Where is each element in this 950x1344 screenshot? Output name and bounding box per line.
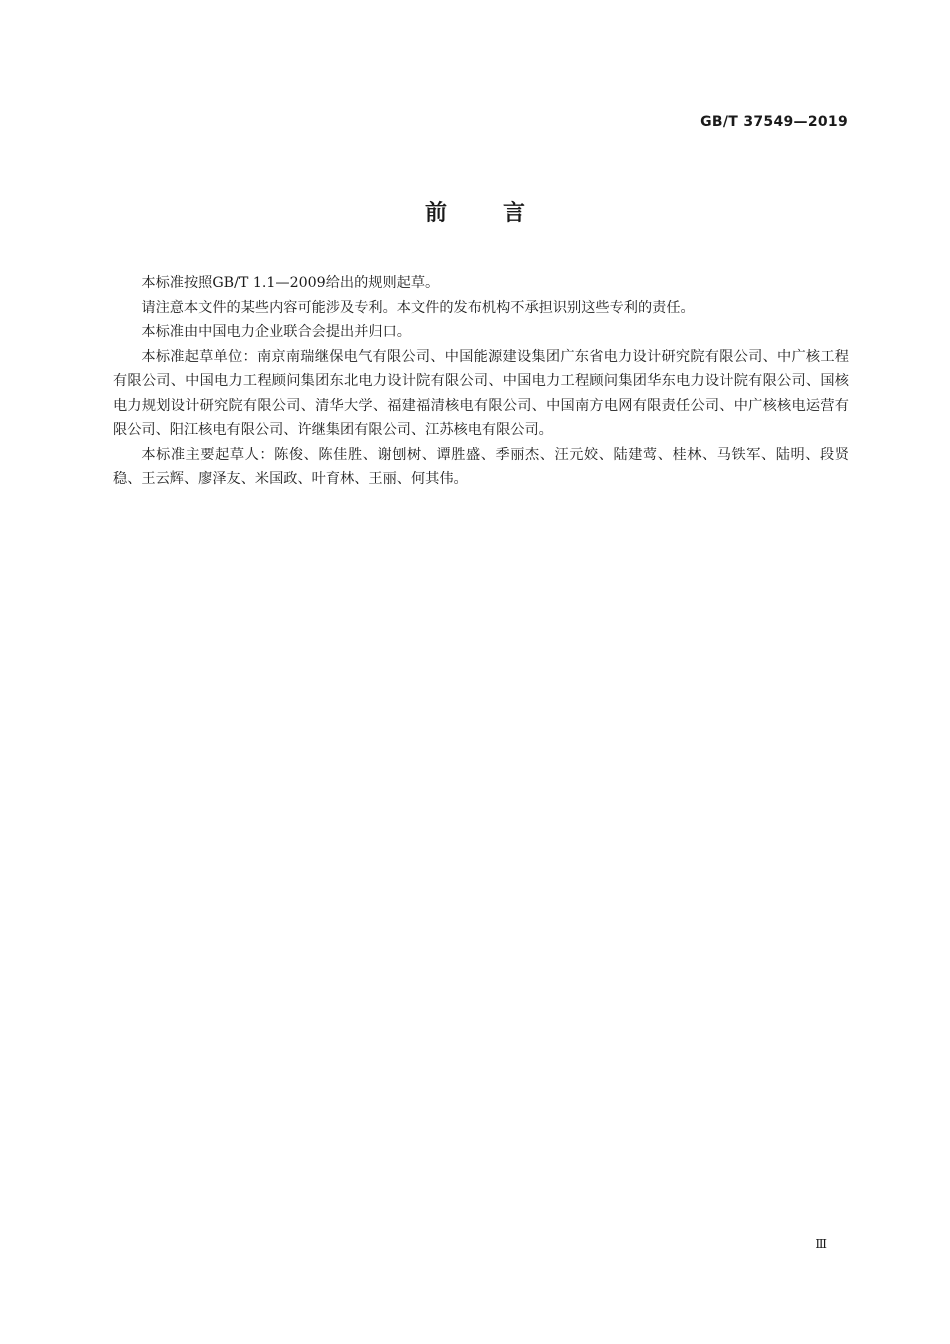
paragraph-patent-notice: 请注意本文件的某些内容可能涉及专利。本文件的发布机构不承担识别这些专利的责任。 <box>141 299 695 316</box>
paragraph-drafting-rules: 本标准按照GB/T 1.1—2009给出的规则起草。 <box>141 275 440 291</box>
standard-number: GB/T 37549—2019 <box>700 114 848 130</box>
paragraph-drafters: 本标准主要起草人：陈俊、陈佳胜、谢刨树、谭胜盛、季丽杰、汪元姣、陆建莺、桂林、马铁军、陆明、段贤稳、王云辉、廖泽友、米国政、叶育林、王丽、何其伟。 <box>113 446 849 487</box>
page-title: 前言 <box>424 201 581 226</box>
paragraph-proposer: 本标准由中国电力企业联合会提出并归口。 <box>141 324 411 340</box>
foreword-body <box>113 271 849 492</box>
page-number: Ⅲ <box>815 1237 827 1251</box>
paragraph-drafting-units: 本标准起草单位：南京南瑞继保电气有限公司、中国能源建设集团广东省电力设计研究院有限公司、中广核工程有限公司、中国电力工程顾问集团东北电力设计院有限公司、中国电力工程顾问集团华东电力设计院有限公司、国核电力规划设计研究院有限公司、清华大学、福建福清核电有限公司、中国南方电网有限责任公司、中广核核电运营有限公司、阳江核电有限公司、许继集团有限公司、江苏核电有限公司。 <box>113 348 849 438</box>
